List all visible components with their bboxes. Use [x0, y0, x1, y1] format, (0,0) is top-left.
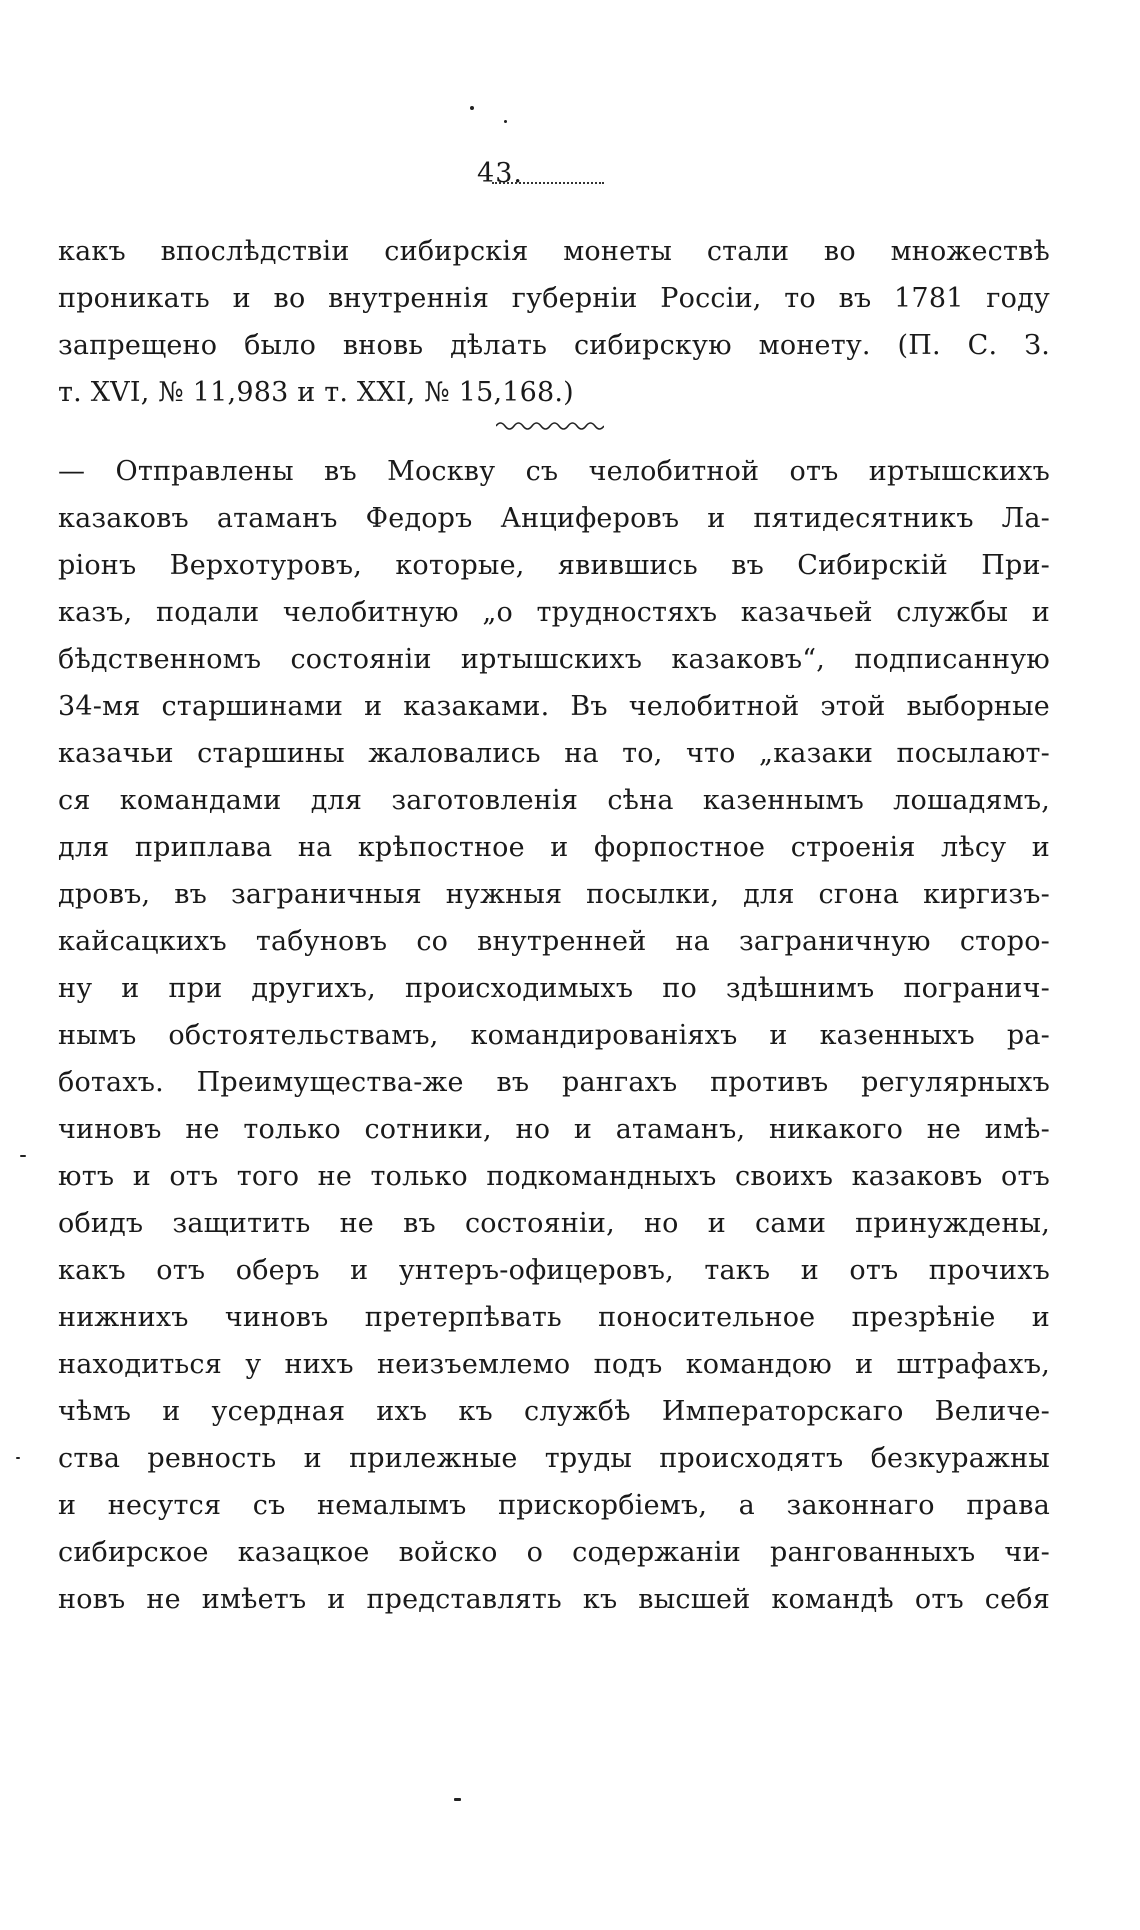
scan-speck: [454, 1798, 461, 1801]
text-line: т. XVI, № 11,983 и т. XXI, № 15,168.): [58, 377, 574, 408]
text-line: нижнихъ чиновъ претерпѣвать поносительное презрѣніе и: [58, 1302, 1050, 1333]
text-line: казачьи старшины жаловались на то, что „казаки посылают-: [58, 738, 1050, 769]
text-line: казаковъ атаманъ Федоръ Анциферовъ и пятидесятникъ Ла-: [58, 503, 1050, 534]
paragraph-main: [58, 448, 1050, 1623]
paragraph-continuation: [58, 228, 1050, 416]
text-line: ства ревность и прилежные труды происходятъ безкуражны: [58, 1443, 1050, 1474]
text-line: — Отправлены въ Москву съ челобитной отъ иртышскихъ: [58, 456, 1050, 487]
scan-speck: [20, 1155, 26, 1157]
text-line: ютъ и отъ того не только подкомандныхъ своихъ казаковъ отъ: [58, 1161, 1050, 1192]
text-line: казъ, подали челобитную „о трудностяхъ казачьей службы и: [58, 597, 1050, 628]
text-line: чиновъ не только сотники, но и атаманъ, никакого не имѣ-: [58, 1114, 1050, 1145]
text-line: ся командами для заготовленія сѣна казеннымъ лошадямъ,: [58, 785, 1050, 816]
scan-speck: [504, 120, 507, 123]
scan-speck: [16, 1457, 20, 1459]
text-line: дровъ, въ заграничныя нужныя посылки, для сгона киргизъ-: [58, 879, 1050, 910]
page-number-underline: [492, 182, 604, 184]
text-line: находиться у нихъ неизъемлемо подъ командою и штрафахъ,: [58, 1349, 1050, 1380]
text-line: для приплава на крѣпостное и форпостное строенія лѣсу и: [58, 832, 1050, 863]
text-line: ріонъ Верхотуровъ, которые, явившись въ Сибирскій При-: [58, 550, 1050, 581]
text-line: сибирское казацкое войско о содержаніи рангованныхъ чи-: [58, 1537, 1050, 1568]
text-line: 34-мя старшинами и казаками. Въ челобитной этой выборные: [58, 691, 1050, 722]
page-number: 43.: [477, 158, 523, 189]
text-line: проникать и во внутреннія губерніи Россіи, то въ 1781 году: [58, 283, 1050, 314]
text-line: бѣдственномъ состояніи иртышскихъ казаковъ“, подписанную: [58, 644, 1050, 675]
text-line: какъ впослѣдствіи сибирскія монеты стали во множествѣ: [58, 236, 1050, 267]
text-line: новъ не имѣетъ и представлять къ высшей командѣ отъ себя: [58, 1584, 1050, 1615]
text-line: обидъ защитить не въ состояніи, но и сами принуждены,: [58, 1208, 1050, 1239]
text-line: нымъ обстоятельствамъ, командированіяхъ и казенныхъ ра-: [58, 1020, 1050, 1051]
text-line: запрещено было вновь дѣлать сибирскую монету. (П. С. З.: [58, 330, 1050, 361]
text-line: чѣмъ и усердная ихъ къ службѣ Императорскаго Величе-: [58, 1396, 1050, 1427]
text-line: ну и при другихъ, происходимыхъ по здѣшнимъ погранич-: [58, 973, 1050, 1004]
text-line: кайсацкихъ табуновъ со внутренней на заграничную сторо-: [58, 926, 1050, 957]
scan-speck: [470, 106, 474, 110]
wavy-divider: [496, 420, 604, 432]
text-line: и несутся съ немалымъ прискорбіемъ, а законнаго права: [58, 1490, 1050, 1521]
text-line: какъ отъ оберъ и унтеръ-офицеровъ, такъ и отъ прочихъ: [58, 1255, 1050, 1286]
text-line: ботахъ. Преимущества-же въ рангахъ противъ регулярныхъ: [58, 1067, 1050, 1098]
